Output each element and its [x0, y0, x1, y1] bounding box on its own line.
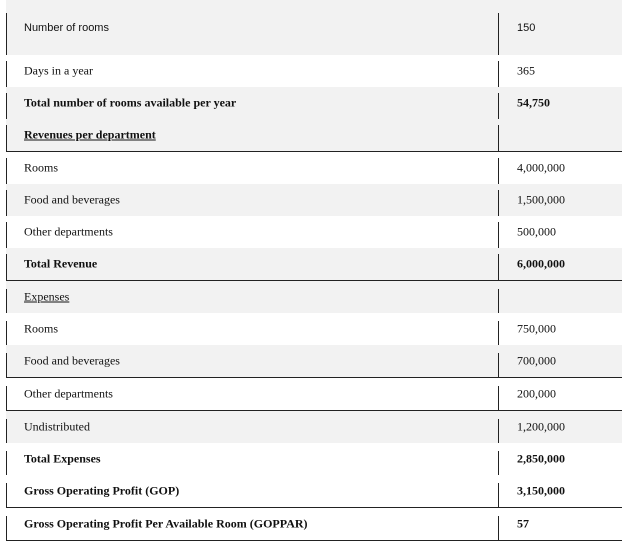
table-row	[6, 119, 622, 152]
row-label: Gross Operating Profit (GOP)	[24, 483, 180, 498]
table-row	[6, 216, 622, 248]
table-row	[6, 411, 622, 443]
row-value: 500,000	[517, 224, 556, 239]
table-row	[6, 378, 622, 411]
row-label: Rooms	[24, 321, 59, 336]
left-border	[6, 254, 7, 280]
row-label: Revenues per department	[24, 127, 156, 142]
row-label: Number of rooms	[24, 21, 109, 34]
left-border	[6, 289, 7, 313]
table-row	[6, 184, 622, 216]
table-row	[6, 55, 622, 87]
column-divider	[498, 190, 499, 216]
left-border	[6, 125, 7, 151]
row-value: 3,150,000	[517, 483, 565, 498]
left-border	[6, 61, 7, 87]
row-label: Days in a year	[24, 63, 93, 78]
column-divider	[498, 353, 499, 377]
left-border	[6, 13, 7, 55]
table-row	[6, 87, 622, 119]
column-divider	[498, 125, 499, 151]
column-divider	[498, 93, 499, 119]
column-divider	[498, 158, 499, 184]
left-border	[6, 158, 7, 184]
row-label: Rooms	[24, 160, 59, 175]
row-value: 57	[517, 516, 529, 531]
column-divider	[498, 483, 499, 507]
row-label: Other departments	[24, 386, 113, 401]
row-value: 150	[517, 21, 536, 34]
row-value: 700,000	[517, 353, 556, 368]
column-divider	[498, 13, 499, 55]
row-label: Undistributed	[24, 419, 90, 434]
column-divider	[498, 222, 499, 248]
row-label: Expenses	[24, 289, 70, 304]
table-row	[6, 0, 622, 55]
left-border	[6, 386, 7, 410]
left-border	[6, 516, 7, 540]
left-border	[6, 321, 7, 345]
row-value: 750,000	[517, 321, 556, 336]
column-divider	[498, 419, 499, 443]
row-value: 200,000	[517, 386, 556, 401]
column-divider	[498, 451, 499, 475]
row-label: Total Revenue	[24, 256, 98, 271]
table-row	[6, 443, 622, 475]
row-label: Gross Operating Profit Per Available Room (GOPPAR)	[24, 516, 308, 531]
left-border	[6, 353, 7, 377]
left-border	[6, 451, 7, 475]
row-label: Total Expenses	[24, 451, 101, 466]
column-divider	[498, 321, 499, 345]
row-value: 1,200,000	[517, 419, 565, 434]
row-value: 6,000,000	[517, 256, 565, 271]
row-value: 54,750	[517, 95, 550, 110]
column-divider	[498, 386, 499, 410]
left-border	[6, 419, 7, 443]
row-label: Food and beverages	[24, 353, 120, 368]
table-row	[6, 281, 622, 313]
row-value: 365	[517, 63, 535, 78]
row-value: 4,000,000	[517, 160, 565, 175]
column-divider	[498, 61, 499, 87]
row-label: Total number of rooms available per year	[24, 95, 237, 110]
row-label: Food and beverages	[24, 192, 120, 207]
row-value: 2,850,000	[517, 451, 565, 466]
table-row	[6, 475, 622, 508]
row-label: Other departments	[24, 224, 113, 239]
left-border	[6, 190, 7, 216]
left-border	[6, 483, 7, 507]
table-row	[6, 248, 622, 281]
row-value: 1,500,000	[517, 192, 565, 207]
table-row	[6, 508, 622, 541]
table-row	[6, 345, 622, 378]
column-divider	[498, 254, 499, 280]
column-divider	[498, 289, 499, 313]
left-border	[6, 93, 7, 119]
left-border	[6, 222, 7, 248]
hotel-financials-table	[6, 0, 622, 541]
table-row	[6, 152, 622, 184]
table-row	[6, 313, 622, 345]
column-divider	[498, 516, 499, 540]
